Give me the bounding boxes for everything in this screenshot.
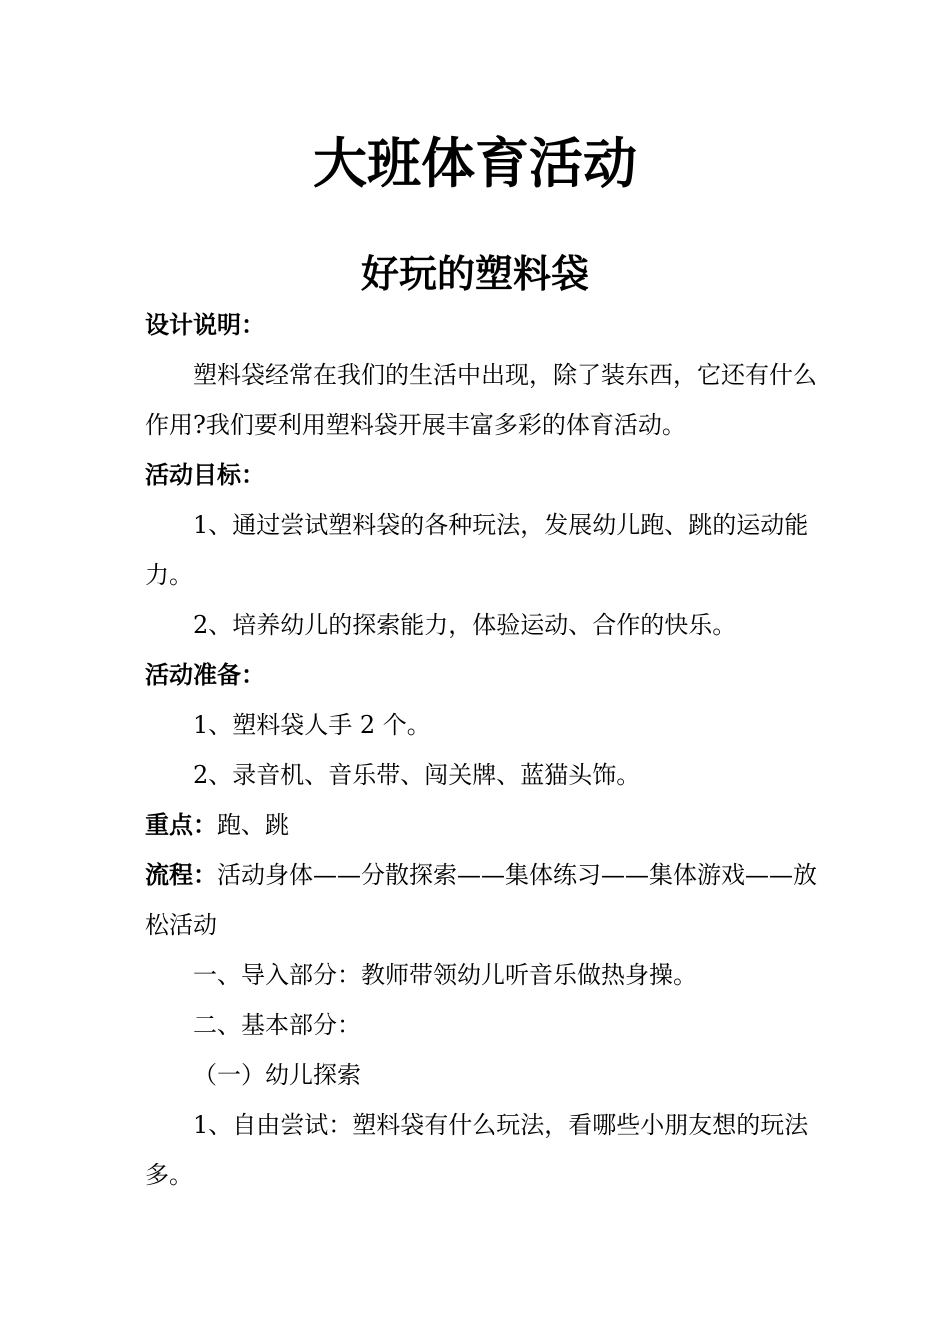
goal-item: 1、通过尝试塑料袋的各种玩法，发展幼儿跑、跳的运动能力。	[145, 511, 809, 589]
step-item: 二、基本部分：	[193, 1011, 361, 1039]
goals-heading: 活动目标：	[145, 460, 265, 489]
step-item: （一）幼儿探索	[193, 1061, 361, 1089]
prep-item: 1、塑料袋人手 2 个。	[193, 711, 431, 739]
flow-label: 流程：	[145, 860, 217, 889]
design-heading: 设计说明：	[145, 310, 265, 339]
prep-heading: 活动准备：	[145, 660, 265, 689]
document-subtitle: 好玩的塑料袋	[360, 251, 589, 296]
document-title: 大班体育活动	[313, 131, 637, 195]
goal-item: 2、培养幼儿的探索能力，体验运动、合作的快乐。	[193, 611, 737, 639]
step-item: 一、导入部分：教师带领幼儿听音乐做热身操。	[193, 961, 697, 989]
prep-item: 2、录音机、音乐带、闯关牌、蓝猫头饰。	[193, 761, 641, 789]
focus-label: 重点：	[145, 810, 217, 839]
design-paragraph: 塑料袋经常在我们的生活中出现，除了装东西，它还有什么作用?我们要利用塑料袋开展丰富多彩的体育活动。	[145, 361, 817, 439]
flow-line	[145, 850, 835, 950]
step-item: 1、自由尝试：塑料袋有什么玩法，看哪些小朋友想的玩法多。	[145, 1111, 809, 1189]
focus-line	[145, 800, 835, 850]
flow-text: 活动身体——分散探索——集体练习——集体游戏——放松活动	[145, 861, 817, 939]
focus-text: 跑、跳	[217, 811, 289, 839]
document-body	[145, 300, 835, 1200]
